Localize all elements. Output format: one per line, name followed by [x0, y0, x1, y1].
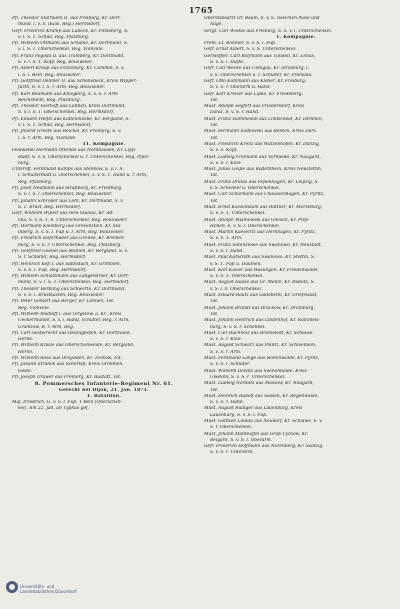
text-line: Must. Carl Schiemann aus Chaussenhagen, Kr. Pyritz, — [204, 192, 325, 198]
text-line: Pfl. Franz Pogoda II. aus Tramberg, Kr. Dortmund, — [12, 53, 125, 59]
text-line: Pfl. Wilhelm Schlattmann aus Langendreer, Kr. Dort- — [12, 274, 130, 280]
text-line: Tot. — [210, 198, 219, 204]
text-line: v. l. S. 1. Schild, Reg. Pfalzburg. — [18, 34, 90, 40]
text-line: Must. August Schwarz aus Pöllitz, Kr. Schivelbein, — [204, 343, 317, 349]
text-line: Geste. — [18, 368, 33, 374]
text-line: Must. Franz Dratas aus Pepenhagen, Kr. Leipzig, S. — [204, 179, 319, 185]
text-line: Must. Friedrich Krenz aus Watzenhofen, Kr. Danzig, — [204, 141, 321, 147]
page-number: 1765 — [188, 5, 214, 15]
text-line: inberg, S. v. S. l. Fuß u. r. Arm, Reg. Bouxwiller. — [18, 230, 125, 236]
text-line: S. v. S. l. Hand. — [210, 248, 244, 254]
text-line: ona, S. v. S. 1. b. Unterschenkel, Reg. Bouxwiller. — [18, 217, 128, 223]
text-line: Tot. — [210, 311, 219, 317]
text-line: S. v. S. r. Hand. — [210, 400, 244, 406]
text-line: Hohen, S. v. S. l. Oberschenkel. — [210, 223, 280, 229]
text-line: Pfl. Carl Gestelrecht aus Deilinghofen, Kr. Dortmund, — [12, 330, 131, 336]
text-columns — [12, 16, 390, 457]
text-line: Tot. — [210, 123, 219, 129]
text-line: Pfl. Peter Gehlert aus Berger, Kr. Lehnen, Tot. — [12, 299, 115, 305]
text-line: S. v. S. 1. Unterschenkel. — [210, 211, 266, 217]
text-line: l. S. r. Arm, Reg. Vionville. — [18, 135, 77, 141]
text-line: S. v. S. r. Knie. — [210, 160, 242, 166]
section-heading: 1. Bataillon. — [86, 393, 122, 399]
section-heading: 11. Kompagnie. — [82, 141, 126, 147]
text-line: Pfl. Friedrich Hoferhüber aus Grenne, Kr. Bremen- — [12, 236, 126, 242]
text-line: S. v. S. r. Oberarm u. Hand. — [210, 85, 271, 91]
text-line: v. S. Oberschenkel u. r. Schulter, Kr. Prenzlau. — [210, 72, 313, 78]
text-line: Must. Martin Kaeseritz aus Dörnhagen, Kr. Pyritz, — [204, 230, 316, 236]
text-line: S. v. l. S. 1. Oberschenkel, Reg. Hermsdorf. — [18, 110, 115, 116]
text-line: Must. Ferdinand Lange aus Hohenwalde, Kr. Pyritz, — [204, 356, 320, 362]
text-line: Gramzow, R. r. Arm, Reg. — [18, 324, 75, 330]
library-logo-line: Universitäts- und — [20, 584, 55, 589]
text-line: Gefr. Friedrich Hoffmann aus Nörenberg, Kr. Saatzig, — [204, 444, 324, 450]
text-line: Lauenburg, S. v. S. l. Fuß. — [210, 412, 268, 418]
text-line: v. l. S. 1. Schild, Reg. Hermsdorf. — [18, 123, 92, 129]
text-line: Herne. — [18, 349, 34, 355]
text-line: v. S. l. b. Oberschenkel. — [210, 286, 263, 292]
text-line: Must. Johann Brandt aus Brückow, Kr. Dramburg, — [204, 305, 315, 311]
text-line: Belgard, S. v. S. l. Oberarm. — [210, 437, 272, 443]
text-line: v. l. S. 1. Oberschenkel, Reg. Vionville. — [18, 47, 104, 53]
text-line: Pfl. Jhiarid Groote aus Reichel, Kr. Freiburg, S. v. — [12, 129, 122, 135]
text-line: Must. Ernst Kasselbaum aus Ruttner, Kr. Merseburg, — [204, 204, 323, 210]
text-line: S. r. Schulter, Reg. Hermsdorf. — [18, 255, 87, 261]
text-line: Pfl. Gottfried Goebel aus Mühlen, Kr. Bergland, S. v. — [12, 248, 128, 254]
text-line: S. v. S. l. Brustkasten, Reg. Bouxwiller. — [18, 293, 105, 299]
text-line: Must. Franz Hammeslin aus Lindscheid, Kr. Demmin, — [204, 116, 324, 122]
text-line: Pfl. Johann Strunck aus Scherleß, Kreis Grimmen, — [12, 362, 124, 368]
section-heading: 8. Pommersches Infanterie-Regiment Nr. 61. — [34, 381, 174, 388]
text-line: Sergt. Carl Wiekle aus Freiburg, S. S. v. l. Unterschenkel. — [204, 28, 333, 34]
text-line: Pfl. Theodor Eierhoff aus Lübben, Kreis Dortmund, — [12, 104, 126, 110]
text-line: Reg. Vionville. — [18, 305, 51, 311]
text-line: Must. Hermann Sadlowski aus Bonten, Kreis Darz. — [204, 129, 318, 135]
text-line: Must. Johann Manteuffel aus Groß-Tychow, Kr. — [204, 431, 308, 437]
text-line: v. S. 1. Fuß u. Daumen. — [210, 261, 262, 267]
text-line: Usedom, S. v. S. r. Unterschenkel. — [210, 374, 286, 380]
text-line: Pfl. Theodor Starmann II. aus Freiburg, Kr. Dort- — [12, 16, 121, 21]
text-line: Feldwebel Hermann Ottonde aus Nordhausen, Kr. Lipp- — [12, 148, 137, 154]
text-line: Gefr. Carl Wecke aus Uebigau, Kr. Strasburg, l. — [204, 66, 310, 72]
text-line: Gefr. Karl Kreiser aus Lipke, Kr. Friedeberg. — [204, 91, 303, 97]
text-line: Pfl. Joseph Drawer aus Freiberg, Kr. Rastatt, Tot. — [12, 374, 122, 380]
text-line: Pfl. Wilhelm Krasle aus Oberschönweide, Kr. Bergland, — [12, 343, 135, 349]
text-line: Pfl. Wilhelm Madloff I. aus Torgelow, a. Kr., Kreis — [12, 311, 122, 317]
text-line: kel). Am 22. Jan. an Typhus gef. — [18, 406, 89, 412]
right-column — [204, 16, 388, 457]
text-line: Auge. — [210, 22, 223, 28]
text-line: Must. Karl Kaiser aus Wasungen, Kr. Friedenwalde, — [204, 267, 320, 273]
text-line: Must. Carl Buchholz aus Bramstedt, Kr. Schlawe, — [204, 330, 314, 336]
section-heading: 1. Kompagnie. — [276, 34, 316, 40]
text-line: S. v. S. 1. Arm. — [210, 236, 243, 242]
text-line: S. v. S. r. Knie. — [210, 337, 242, 343]
text-line: fürth, S. v. l. S. r. Arm, Reg. Bouxwiller. — [18, 85, 106, 91]
library-logo-line: Landesbibliothek Düsseldorf — [20, 589, 77, 594]
text-line: mund, l. v. S. (Kais. Reg.) Hermsdorf. — [18, 22, 101, 28]
text-line: S. v. S. l. Hüfte. — [210, 60, 245, 66]
text-line: Gefr. Wilhelm Wißler aus Neu-Studau, Kr. Alt- — [12, 211, 115, 217]
text-line: stadt, S. v. S. Oberschenkel u. r. Unterschenkel, Reg. Pfalz- — [18, 154, 150, 160]
text-line: Pfl. Johann Schröder aus Leth, Kr. Dortmund, S. v. — [12, 198, 124, 204]
text-line: Gefr. Friedrich Kramp aus Lübeck, Kr. Pinneberg, S. — [12, 28, 129, 34]
library-logo-text — [20, 584, 77, 594]
text-line: Oberstabsarzt Dr. Baum, S. v. S. zwischen Nase und — [204, 16, 320, 21]
text-line: S. 1. Brust, Reg. Hermsdorf. — [18, 204, 82, 210]
text-line: S. v. S. l. Schulter. — [210, 362, 251, 368]
text-line: Maj. Friedrich, G. v. S. l. Fuß, 1 Bein (Oberschen- — [12, 400, 123, 406]
text-line: Tot. — [210, 173, 219, 179]
text-line: Must. Ludwig Freimann aus Vormeide, Kr. Naugard, — [204, 154, 321, 160]
text-line: l. Schulterblatt u. Oberschenkel, s. v. S. 1. Hand u. r. Arm, — [18, 173, 148, 179]
section-heading: Gefecht bei Dijon, 21. Jan. 1871. — [59, 387, 149, 393]
text-line: Must. Adolph Seyfert aus Friedersdorf, Kreis — [204, 104, 305, 110]
text-line: Gefr. Otto Kohlmann aus Kleber, Kr. Freiburg, — [204, 78, 307, 84]
text-line: Must. August Rüdiger aus Lauenburg, Kreis — [204, 406, 303, 412]
text-line: burg, S. v. S. r. Unterschenkel, Reg. Pfalzburg. — [18, 242, 122, 248]
text-line: Unteroff. Ferdinand Kamps aus Stenkow, S. v. l. S. — [12, 167, 124, 173]
text-line: Tot. — [210, 387, 219, 393]
text-line: Must. Julius Geiße aus Radenthein, Kreis Neustettin, — [204, 167, 323, 173]
text-line: S. v. S. Kopf. — [210, 148, 238, 154]
text-line: Pfl. Gottfried Dehmer II. aus Schönebeck, Kreis Wipper- — [12, 78, 138, 84]
text-line: Gefr. Ernst Albert, S. v. S. Unterschenkel. — [204, 47, 297, 53]
text-line: Must. Heinrich Rudolf aus Sassen, Kr. Regenwalde, — [204, 393, 319, 399]
text-line: Must. Adolph Wiamowski aus Gnesen, Kr. Pleß- — [204, 217, 310, 223]
text-line: Must. Gottlieb Lindau aus Neudorf, Kr. Schlawe, S. v. — [204, 419, 323, 424]
left-column — [12, 16, 196, 457]
text-line: S. v. l. S. 1. Kopf, Reg. Bouxwiller. — [18, 60, 93, 66]
text-line: S. v. S. 1. Oberschenkel. — [210, 274, 264, 280]
text-line: Pfl. Theodor Berkling aus Schwerte, Kr. Dortmund, — [12, 286, 126, 292]
text-line: Must. Eduard Bautz aus Gadebehn, Kr. Greifswald, — [204, 293, 318, 299]
text-line: Pfl. Albert Krauß aus Franzburg, Kr. Cammin, S. v. — [12, 66, 125, 72]
text-line: Prem.-Lt. Böhmer, S. v. S. l. Fuß. — [204, 41, 277, 47]
text-line: Tot. — [210, 299, 219, 305]
text-line: Must. August Haase aus Gr. Mellin, Kr. Bublitz, S. — [204, 280, 315, 286]
text-line: Herne. — [18, 337, 34, 343]
text-line: Tot. — [210, 135, 219, 141]
text-line: S. v. S. r. Arm. — [210, 349, 242, 355]
text-line: Pfl. Wilhelm Rose aus Dreysiden, Kr. Teckow, Tot. — [12, 356, 123, 362]
text-line: Must. Paul Kamsrath aus Swanowo, Kr. Stettin, S. — [204, 255, 316, 261]
text-line: Must. Wilhelm Dawitz aus Swinemünde, Kreis — [204, 368, 307, 374]
text-line: Pfl. Karl Reumann aus Kniegbirg, S. v. S. r. Arm — [12, 91, 118, 97]
text-line: S. v. S. l. Fuß, Reg. Hermsdorf. — [18, 267, 87, 273]
text-line: S. v. S. r. Unterarm. — [210, 450, 254, 456]
text-line: Gerneiffler. Carl Rolfmann aus Tundell, Kr. Lebus, — [204, 53, 316, 59]
text-line: Reichsheim, Reg. Pfalzburg. — [18, 97, 81, 103]
text-line: Must. Franz Sotenzlöwe aus Swanowo, Kr. Neustadt, — [204, 242, 323, 248]
text-line: Pfl. Eduard Pleifel aus Kaltenmosbe, Kr. Bergland, S. — [12, 116, 130, 122]
text-line: Must. Johann Heinrich aus Lindenhof, Kr. Rummels- — [204, 318, 320, 324]
text-line: S. v. l. S. l. Oberschenkel, Reg. Bouxwiller. — [18, 192, 113, 198]
text-line: Pfl. Wilhelm Ottmann aus Schalke, Kr. Dortmund, S. — [12, 41, 129, 47]
text-line: Must. Ludwig Nordahl aus Massow, Kr. Naugard, — [204, 381, 314, 387]
text-line: mund, S. v. l. S. 1. Oberschenkel, Reg. Hermsdorf. — [18, 280, 130, 286]
text-line: S. r. Oberschenkel. — [210, 425, 253, 431]
text-line: v. S. Schenkel u. Oberschenkel. — [210, 186, 280, 192]
text-line: Pfl. Heinrich Keß I. aus Salbedach, Kr. Grimmen, — [12, 261, 122, 267]
library-logo-icon — [6, 581, 18, 593]
text-line: Pfl. Josef Neumann aus Straßburg, Kr. Friedburg, — [12, 186, 123, 192]
text-line: Tot. — [210, 97, 219, 103]
text-line: Reg. Pfalzburg. — [18, 179, 53, 185]
text-line: Daniz, S. v. S. r. Hand. — [210, 110, 260, 116]
text-line: burg. — [18, 160, 30, 166]
text-line: Ueckermünde, S. v. l. Hand, Schulter, Reg. r. Arm, — [18, 318, 130, 324]
text-line: Pfl. Hermann Kleinberg aus Grevenstein, Kr. Sta- — [12, 223, 122, 229]
text-line: l. S. l. Bein, Reg. Bouxwiller. — [18, 72, 82, 78]
text-line: burg, S. v. S. r. Schenkel. — [210, 324, 266, 330]
